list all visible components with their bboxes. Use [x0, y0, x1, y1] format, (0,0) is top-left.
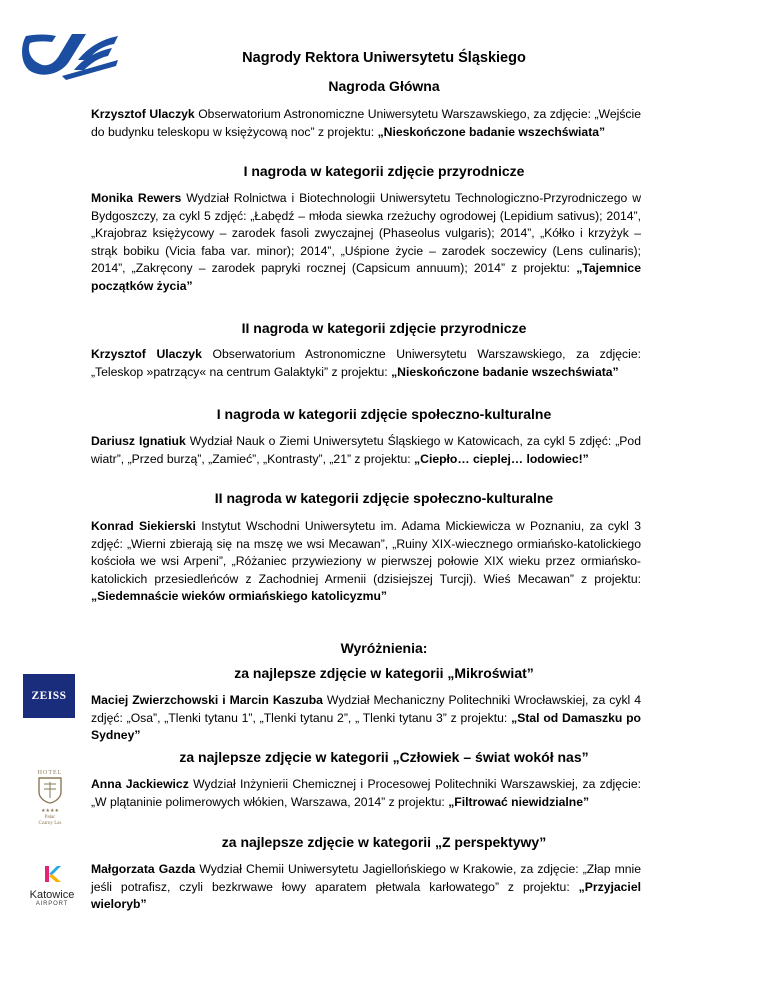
section-heading: Nagroda Główna	[328, 78, 440, 94]
award-description	[91, 433, 641, 468]
award-project: „Nieskończone badanie wszechświata”	[377, 124, 606, 139]
award-text: Wydział Nauk o Ziemi Uniwersytetu Śląskiego w Katowicach, za cykl 5 zdjęć: „Pod wiatr”, „Przed burzą”, „Zamieć”, „Kontrasty”, „21” z projektu:	[91, 434, 641, 466]
katowice-airport-logo: Katowice AIRPORT	[26, 864, 78, 914]
section-heading: I nagroda w kategorii zdjęcie społeczno-kulturalne	[216, 406, 552, 422]
award-author: Małgorzata Gazda	[91, 862, 196, 876]
award-description	[91, 190, 641, 296]
section-heading: II nagroda w kategorii zdjęcie przyrodnicze	[241, 320, 527, 336]
zeiss-logo: ZEISS	[23, 674, 75, 718]
award-author: Monika Rewers	[91, 191, 182, 205]
award-project: „Nieskończone badanie wszechświata”	[391, 364, 619, 379]
award-text: Wydział Mechaniczny Politechniki Wrocławskiej, za cykl 4 zdjęć: „Osa”, „Tlenki tytanu 1”, „Tlenki tytanu 2”, „ Tlenki tytanu 3” z projektu:	[91, 693, 641, 725]
distinction-description	[91, 861, 641, 914]
award-project: „Stal od Damaszku po Sydney”	[91, 710, 642, 743]
section-heading: I nagroda w kategorii zdjęcie przyrodnicze	[243, 163, 525, 179]
distinction-description	[91, 692, 641, 745]
award-project: „Tajemnice początków życia”	[91, 261, 641, 293]
award-project: „Ciepło… cieplej… lodowiec!”	[414, 451, 589, 466]
award-author: Dariusz Ignatiuk	[91, 434, 186, 448]
award-project: „Przyjaciel wieloryb”	[91, 879, 641, 912]
award-project: „Siedemnaście wieków ormiańskiego katolicyzmu”	[91, 589, 387, 604]
award-text: Wydział Rolnictwa i Biotechnologii Uniwersytetu Technologiczno-Przyrodniczego w Bydgoszczy, za cykl 5 zdjęć: „Łabędź – młoda siewka rzeżuchy ogrodowej (Lepidium sativus); 2014”, „Krajobraz księżycowy – zarodek fasoli zwyczajnej (Phaseolus vulgaris); 2014”, „Kółko i krzyżyk – strąk bobiku (Vicia faba var. minor); 2014”, „Uśpione życie – zarodek soczewicy (Lens culinaris); 2014”, „Zakręcony – zarodek papryki rocznej (Capsicum annuum); 2014” z projektu:	[91, 191, 641, 276]
distinction-heading: za najlepsze zdjęcie w kategorii „Z perspektywy”	[221, 834, 547, 850]
document-title: Nagrody Rektora Uniwersytetu Śląskiego	[242, 50, 526, 66]
katowice-k-icon	[41, 864, 63, 884]
award-description	[91, 518, 641, 606]
award-description	[91, 106, 641, 141]
award-project: „Filtrować niewidzialne”	[448, 794, 590, 809]
award-text: Obserwatorium Astronomiczne Uniwersytetu Warszawskiego, za zdjęcie: „Wejście do budynku teleskopu w księżycową noc” z projektu:	[91, 107, 641, 139]
award-text: Wydział Inżynierii Chemicznej i Procesowej Politechniki Warszawskiej, za zdjęcie: „W plątaninie polimerowych włókien, Warszawa, 2014” z projektu:	[91, 777, 641, 809]
award-description	[91, 346, 641, 381]
hotel-crest-icon	[35, 776, 65, 804]
distinctions-heading: Wyróżnienia:	[340, 640, 428, 656]
distinction-heading: za najlepsze zdjęcie w kategorii „Mikroświat”	[234, 665, 534, 681]
award-author: Konrad Siekierski	[91, 519, 196, 533]
award-text: Wydział Chemii Uniwersytetu Jagiellońskiego w Krakowie, za zdjęcie: „Złap mnie jeśli potrafisz, czyli bezkrwawe łowy aparatem płetwala karłowatego” z projektu:	[91, 862, 641, 894]
distinction-heading: za najlepsze zdjęcie w kategorii „Człowiek – świat wokół nas”	[179, 749, 589, 765]
award-author: Anna Jackiewicz	[91, 777, 189, 791]
award-author: Krzysztof Ulaczyk	[91, 107, 195, 121]
hotel-logo: HOTEL ★★★★ Pałac Czarny Las	[27, 770, 73, 834]
section-heading: II nagroda w kategorii zdjęcie społeczno-kulturalne	[214, 490, 554, 506]
award-text: Instytut Wschodni Uniwersytetu im. Adama Mickiewicza w Poznaniu, za cykl 3 zdjęć: „Wierni zbierają się na mszę we wsi Mecawan”, „Ruiny XIX-wiecznego ormiańsko-katolickiego kościoła we wsi Arpeni”, „Różaniec przywieziony w pierwszej połowie XIX wieku przez ormiańsko-katolickich przesiedleńców z Zachodniej Armenii (dzisiejszej Turcji). Wieś Mecawan” z projektu:	[91, 519, 641, 586]
award-author: Maciej Zwierzchowski i Marcin Kaszuba	[91, 693, 323, 707]
award-author: Krzysztof Ulaczyk	[91, 347, 202, 361]
award-text: Obserwatorium Astronomiczne Uniwersytetu Warszawskiego, za zdjęcie: „Teleskop »patrzący« na centrum Galaktyki” z projektu:	[91, 347, 641, 379]
distinction-description	[91, 776, 641, 811]
